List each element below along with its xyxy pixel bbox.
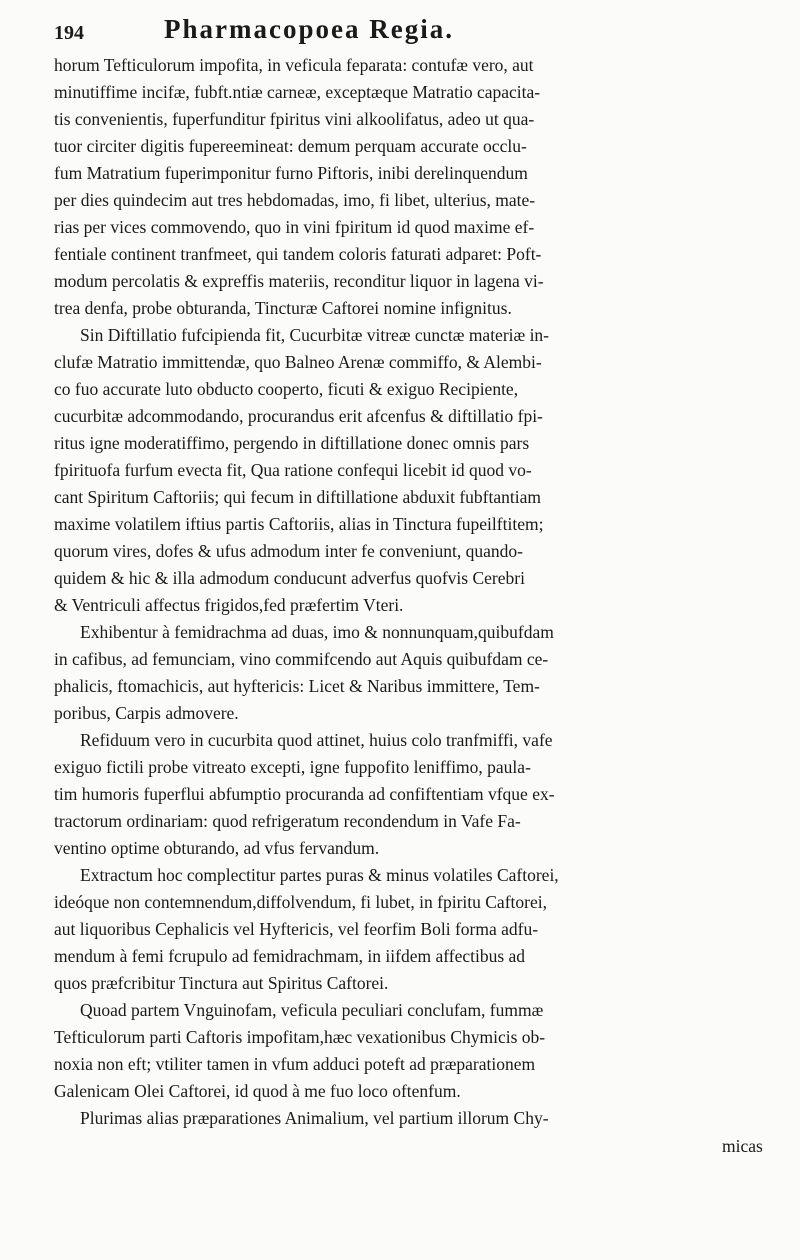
text-line: fentiale continent tranfmeet, qui tandem coloris faturati adparet: Poft- bbox=[54, 244, 542, 264]
text-line: Refiduum vero in cucurbita quod attinet, huius colo tranfmiffi, vafe bbox=[80, 730, 553, 750]
running-head bbox=[54, 12, 774, 48]
text-line: quos præfcribitur Tinctura aut Spiritus Caftorei. bbox=[54, 973, 389, 993]
text-line: quidem & hic & illa admodum conducunt adverfus quofvis Cerebri bbox=[54, 568, 525, 588]
text-line: exiguo fictili probe vitreato excepti, igne fuppofito leniffimo, paula- bbox=[54, 757, 531, 777]
text-line: Plurimas alias præparationes Animalium, vel partium illorum Chy- bbox=[80, 1108, 549, 1128]
text-line: tim humoris fuperflui abfumptio procuranda ad confiftentiam vfque ex- bbox=[54, 784, 555, 804]
text-line: minutiffime incifæ, fubft.ntiæ carneæ, exceptæque Matratio capacita- bbox=[54, 82, 541, 102]
text-line: aut liquoribus Cephalicis vel Hyftericis, vel feorfim Boli forma adfu- bbox=[54, 919, 539, 939]
text-line: maxime volatilem iftius partis Caftoriis, alias in Tinctura fupeilftitem; bbox=[54, 514, 544, 534]
text-line: tis convenientis, fuperfunditur fpiritus vini alkoolifatus, adeo ut qua- bbox=[54, 109, 535, 129]
text-line: Quoad partem Vnguinofam, veficula peculiari conclufam, fummæ bbox=[80, 1000, 544, 1020]
text-line: clufæ Matratio immittendæ, quo Balneo Arenæ commiffo, & Alembi- bbox=[54, 352, 542, 372]
catchword: micas bbox=[722, 1136, 763, 1156]
text-line: fpirituofa furfum evecta fit, Qua ratione confequi licebit id quod vo- bbox=[54, 460, 532, 480]
text-line: tuor circiter digitis fupereemineat: demum perquam accurate occlu- bbox=[54, 136, 527, 156]
text-line: & Ventriculi affectus frigidos,fed præfertim Vteri. bbox=[54, 595, 404, 615]
text-line: tractorum ordinariam: quod refrigeratum recondendum in Vafe Fa- bbox=[54, 811, 521, 831]
text-line: ideóque non contemnendum,diffolvendum, fi lubet, in fpiritu Caftorei, bbox=[54, 892, 547, 912]
text-line: Galenicam Olei Caftorei, id quod à me fuo loco oftenfum. bbox=[54, 1081, 461, 1101]
text-line: Tefticulorum parti Caftoris impofitam,hæc vexationibus Chymicis ob- bbox=[54, 1027, 546, 1047]
text-line: ritus igne moderatiffimo, pergendo in diftillatione donec omnis pars bbox=[54, 433, 530, 453]
text-line: ventino optime obturando, ad vfus fervandum. bbox=[54, 838, 380, 858]
text-line: cant Spiritum Caftoriis; qui fecum in diftillatione abduxit fubftantiam bbox=[54, 487, 541, 507]
text-line: modum percolatis & expreffis materiis, reconditur liquor in lagena vi- bbox=[54, 271, 544, 291]
text-line: noxia non eft; vtiliter tamen in vfum adduci poteft ad præparationem bbox=[54, 1054, 536, 1074]
text-line: in cafibus, ad femunciam, vino commifcendo aut Aquis quibufdam ce- bbox=[54, 649, 549, 669]
running-title: Pharmacopoea Regia. bbox=[164, 14, 454, 44]
text-line: cucurbitæ adcommodando, procurandus erit afcenfus & diftillatio fpi- bbox=[54, 406, 543, 426]
text-line: quorum vires, dofes & ufus admodum inter fe conveniunt, quando- bbox=[54, 541, 523, 561]
text-line: poribus, Carpis admovere. bbox=[54, 703, 239, 723]
body-text bbox=[54, 52, 789, 1132]
text-line: Extractum hoc complectitur partes puras & minus volatiles Caftorei, bbox=[80, 865, 559, 885]
text-line: fum Matratium fuperimponitur furno Piftoris, inibi derelinquendum bbox=[54, 163, 528, 183]
text-line: Exhibentur à femidrachma ad duas, imo & nonnunquam,quibufdam bbox=[80, 622, 554, 642]
text-line: per dies quindecim aut tres hebdomadas, imo, fi libet, ulterius, mate- bbox=[54, 190, 536, 210]
text-line: rias per vices commovendo, quo in vini fpiritum id quod maxime ef- bbox=[54, 217, 535, 237]
text-line: mendum à femi fcrupulo ad femidrachmam, in iifdem affectibus ad bbox=[54, 946, 526, 966]
page-number: 194 bbox=[54, 22, 84, 44]
text-line: horum Tefticulorum impofita, in veficula feparata: contufæ vero, aut bbox=[54, 55, 534, 75]
text-line: Sin Diftillatio fufcipienda fit, Cucurbitæ vitreæ cunctæ materiæ in- bbox=[80, 325, 550, 345]
text-line: phalicis, ftomachicis, aut hyftericis: Licet & Naribus immittere, Tem- bbox=[54, 676, 540, 696]
text-line: co fuo accurate luto obducto cooperto, ficuti & exiguo Recipiente, bbox=[54, 379, 519, 399]
text-line: trea denfa, probe obturanda, Tincturæ Caftorei nomine infignitus. bbox=[54, 298, 512, 318]
